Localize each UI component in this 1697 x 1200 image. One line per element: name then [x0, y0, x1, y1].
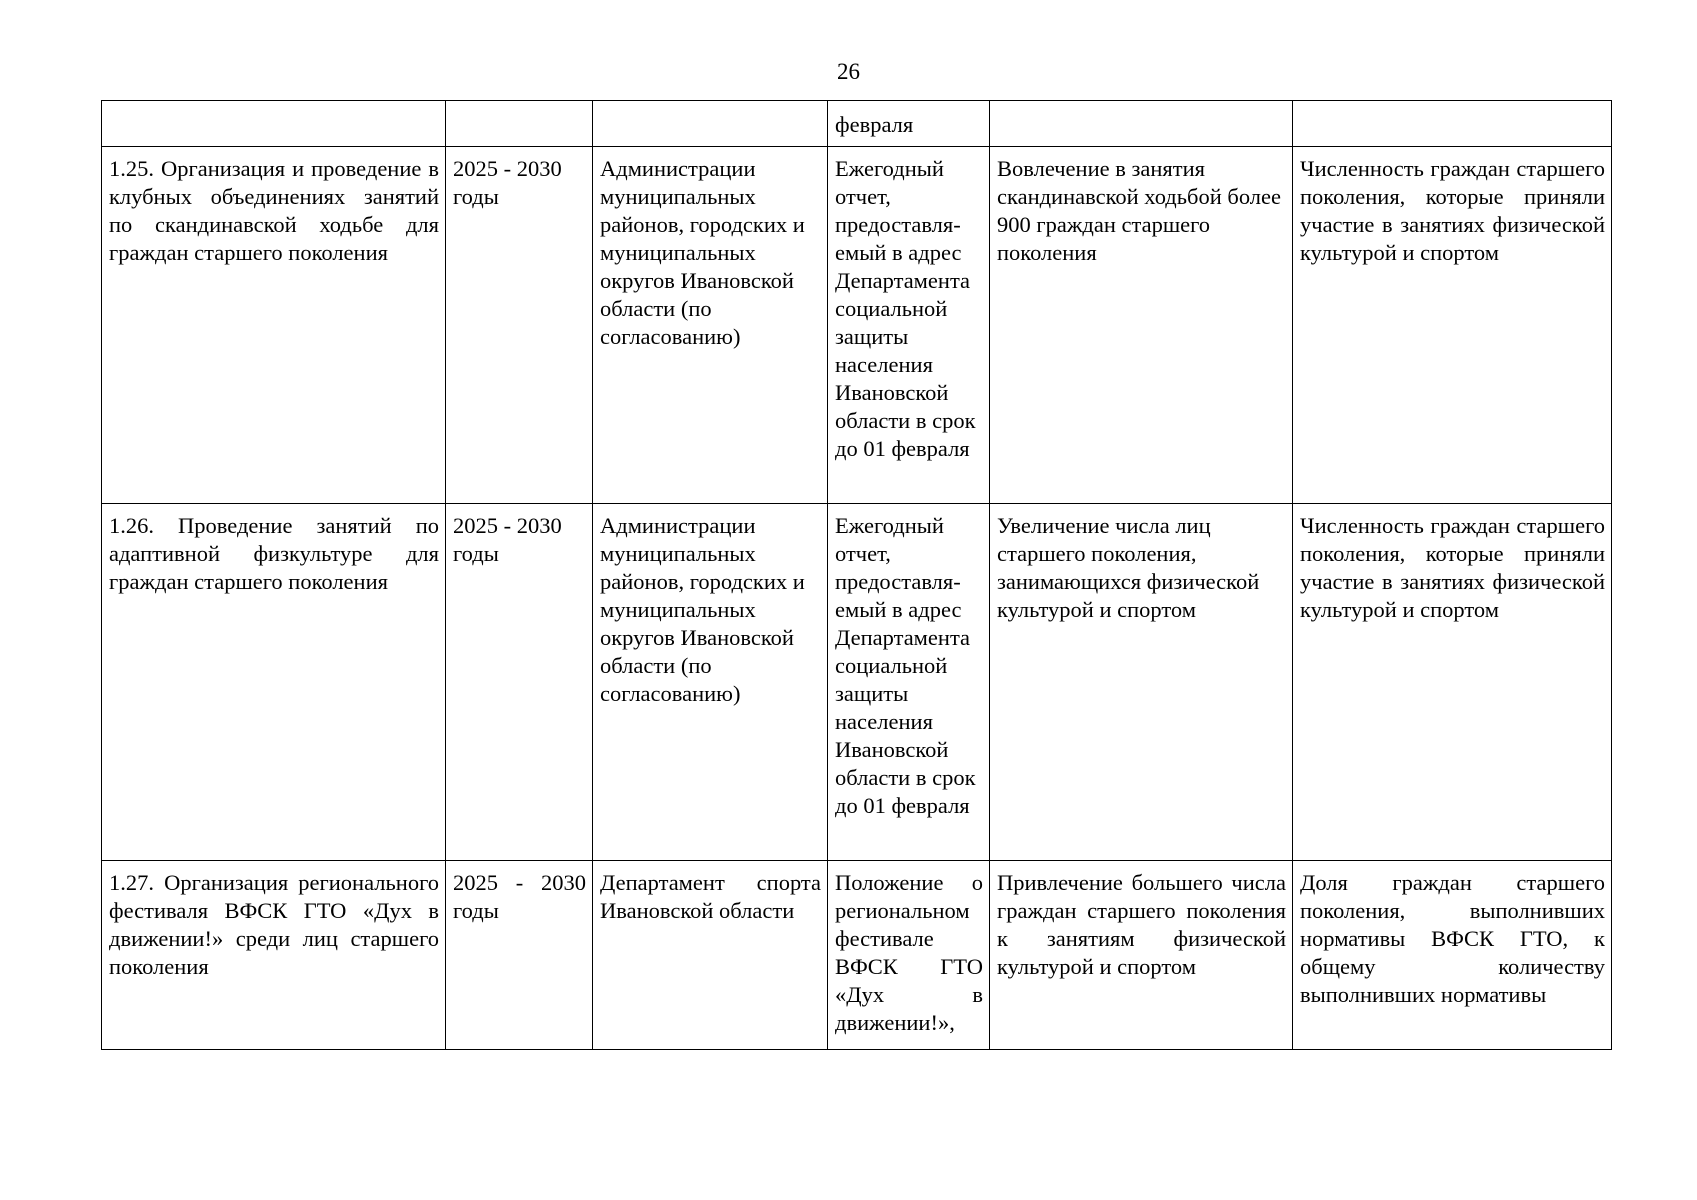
report-cell: февраля: [828, 101, 990, 147]
indicator-cell: [1293, 101, 1612, 147]
executor-cell: Администрации муниципальных районов, городских и муниципальных округов Ивановской области (по согласованию): [593, 504, 828, 861]
report-cell: Ежегодный отчет, предоставля-емый в адрес Департамента социальной защиты населения Ивановской области в срок до 01 февраля: [828, 504, 990, 861]
indicator-cell: Численность граждан старшего поколения, которые приняли участие в занятиях физической культурой и спортом: [1293, 504, 1612, 861]
executor-cell: Департамент спорта Ивановской области: [593, 861, 828, 1050]
report-cell: Ежегодный отчет, предоставля-емый в адрес Департамента социальной защиты населения Ивановской области в срок до 01 февраля: [828, 147, 990, 504]
table-row: [102, 147, 1612, 504]
page-number: 26: [837, 59, 860, 84]
measure-cell: 1.26. Проведение занятий по адаптивной физкультуре для граждан старшего поколения: [102, 504, 446, 861]
period-cell: 2025 - 2030 годы: [446, 504, 593, 861]
indicator-cell: Доля граждан старшего поколения, выполнивших нормативы ВФСК ГТО, к общему количеству выполнивших нормативы: [1293, 861, 1612, 1050]
result-cell: [990, 101, 1293, 147]
measure-cell: [102, 101, 446, 147]
period-cell: [446, 101, 593, 147]
executor-cell: [593, 101, 828, 147]
table-row: [102, 861, 1612, 1050]
result-cell: Привлечение большего числа граждан старшего поколения к занятиям физической культурой и спортом: [990, 861, 1293, 1050]
period-cell: 2025 - 2030 годы: [446, 861, 593, 1050]
period-cell: 2025 - 2030 годы: [446, 147, 593, 504]
measure-cell: 1.27. Организация регионального фестиваля ВФСК ГТО «Дух в движении!» среди лиц старшего поколения: [102, 861, 446, 1050]
result-cell: Вовлечение в занятия скандинавской ходьбой более 900 граждан старшего поколения: [990, 147, 1293, 504]
measure-cell: 1.25. Организация и проведение в клубных объединениях занятий по скандинавской ходьбе для граждан старшего поколения: [102, 147, 446, 504]
table-row: [102, 101, 1612, 147]
executor-cell: Администрации муниципальных районов, городских и муниципальных округов Ивановской области (по согласованию): [593, 147, 828, 504]
table-row: [102, 504, 1612, 861]
result-cell: Увеличение числа лиц старшего поколения, занимающихся физической культурой и спортом: [990, 504, 1293, 861]
indicator-cell: Численность граждан старшего поколения, которые приняли участие в занятиях физической культурой и спортом: [1293, 147, 1612, 504]
report-cell: Положение о региональном фестивале ВФСК ГТО «Дух в движении!»,: [828, 861, 990, 1050]
measures-table: [101, 100, 1612, 1050]
